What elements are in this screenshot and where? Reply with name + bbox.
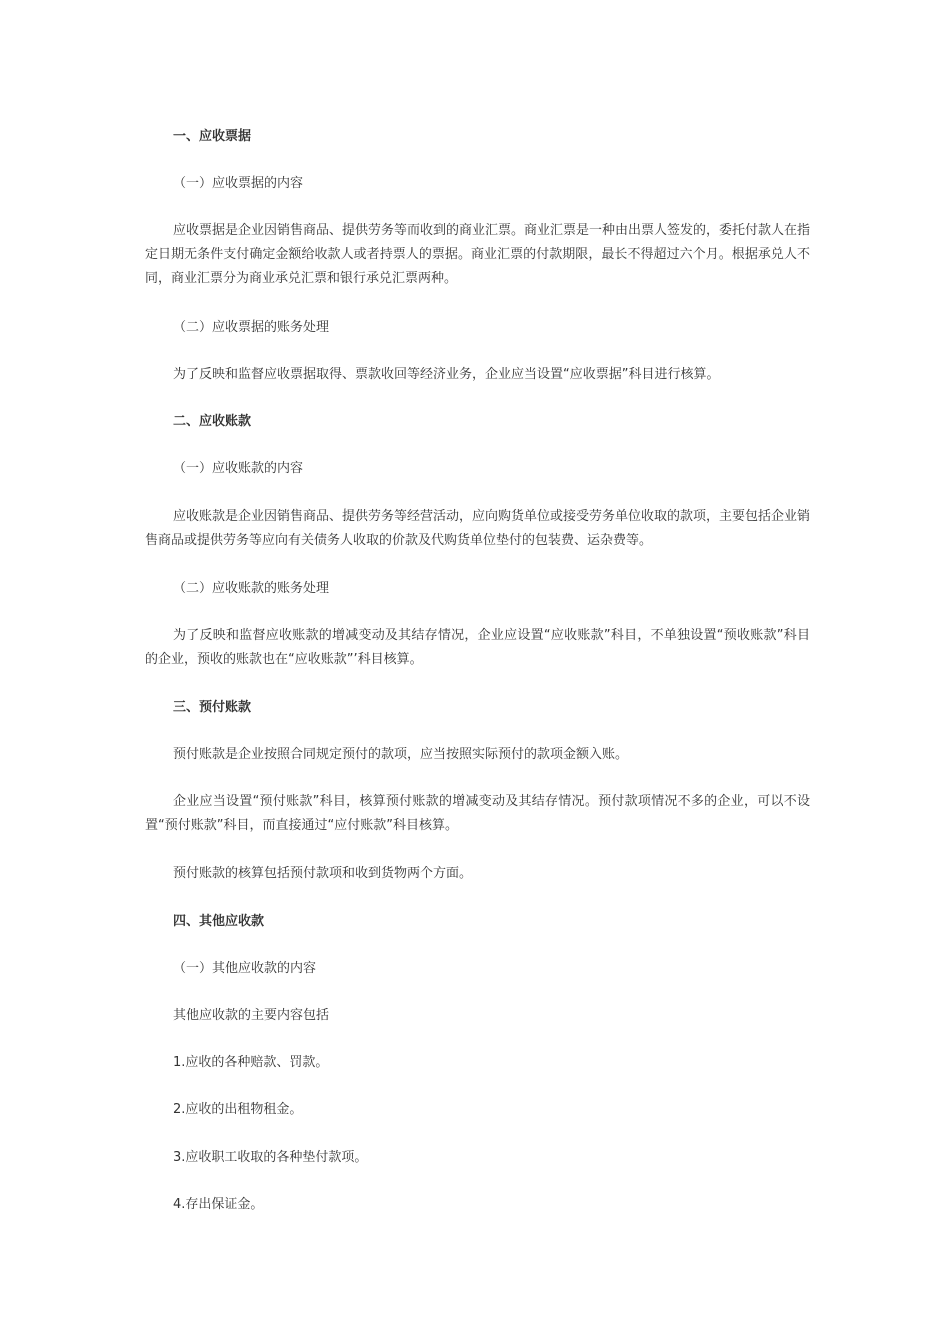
subheading-other-receivables-content: （一）其他应收款的内容 [173,961,317,976]
paragraph-other-receivables-intro: 其他应收款的主要内容包括 [173,1008,330,1023]
paragraph-prepayments-accounting: 企业应当设置“预付账款”科目，核算预付账款的增减变动及其结存情况。预付款项情况不多的企业，可以不设置“预付账款”科目，而直接通过“应付账款”科目核算。 [145,794,810,833]
subheading-notes-receivable-content: （一）应收票据的内容 [173,176,304,191]
list-item: 4.存出保证金。 [173,1197,264,1212]
paragraph-accounts-receivable-definition: 应收账款是企业因销售商品、提供劳务等经营活动，应向购货单位或接受劳务单位收取的款项，主要包括企业销售商品或提供劳务等应向有关债务人收取的价款及代购货单位垫付的包装费、运杂费等。 [145,509,811,548]
section-heading-accounts-receivable: 二、应收账款 [173,414,252,429]
subheading-accounts-receivable-content: （一）应收账款的内容 [173,461,304,476]
section-heading-notes-receivable: 一、应收票据 [173,129,252,144]
list-item: 3.应收职工收取的各种垫付款项。 [173,1150,368,1165]
list-item: 1.应收的各种赔款、罚款。 [173,1055,329,1070]
subheading-accounts-receivable-accounting: （二）应收账款的账务处理 [173,581,330,596]
paragraph-notes-receivable-accounting: 为了反映和监督应收票据取得、票款收回等经济业务，企业应当设置“应收票据”科目进行核算。 [173,367,720,382]
paragraph-notes-receivable-definition: 应收票据是企业因销售商品、提供劳务等而收到的商业汇票。商业汇票是一种由出票人签发的，委托付款人在指定日期无条件支付确定金额给收款人或者持票人的票据。商业汇票的付款期限，最长不得超过六个月。根据承兑人不同，商业汇票分为商业承兑汇票和银行承兑汇票两种。 [145,223,811,286]
subheading-notes-receivable-accounting: （二）应收票据的账务处理 [173,320,330,335]
list-item: 2.应收的出租物租金。 [173,1102,303,1117]
section-heading-prepayments: 三、预付账款 [173,700,252,715]
paragraph-accounts-receivable-accounting: 为了反映和监督应收账款的增减变动及其结存情况，企业应设置“应收账款”科目，不单独设置“预收账款”科目的企业，预收的账款也在“应收账款”’科目核算。 [145,628,810,667]
paragraph-prepayments-scope: 预付账款的核算包括预付款项和收到货物两个方面。 [173,866,473,881]
section-heading-other-receivables: 四、其他应收款 [173,914,265,929]
paragraph-prepayments-definition: 预付账款是企业按照合同规定预付的款项，应当按照实际预付的款项金额入账。 [173,747,629,762]
